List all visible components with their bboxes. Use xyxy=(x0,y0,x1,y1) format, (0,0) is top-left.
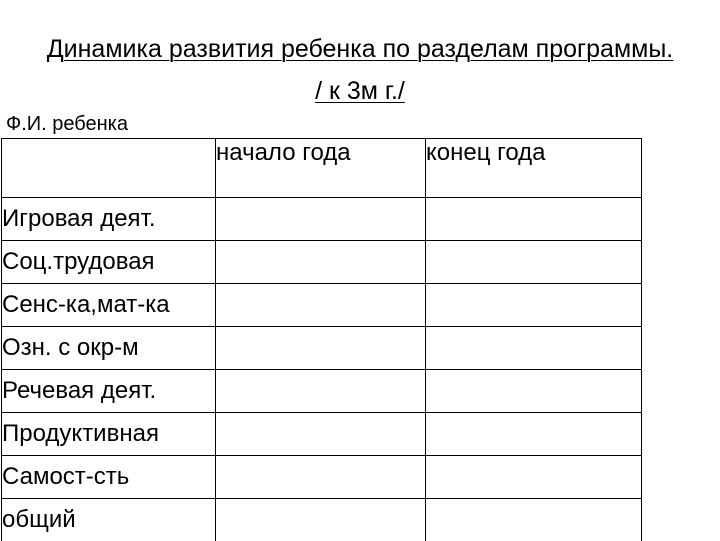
start-of-year-cell[interactable] xyxy=(216,198,426,241)
start-of-year-cell[interactable] xyxy=(216,499,426,541)
end-of-year-cell[interactable] xyxy=(426,284,642,327)
section-label-cell: Сенс-ка,мат-ка xyxy=(2,284,216,327)
section-label-cell: Продуктивная xyxy=(2,413,216,456)
header-cell-start-of-year: начало года xyxy=(216,139,426,198)
table-header-row xyxy=(2,139,642,198)
child-name-label: Ф.И. ребенка xyxy=(6,112,128,136)
table-row xyxy=(2,327,642,370)
page-subtitle-age: / к 3м г./ xyxy=(0,76,720,106)
section-label-cell: Соц.трудовая xyxy=(2,241,216,284)
start-of-year-cell[interactable] xyxy=(216,456,426,499)
section-label-cell: Речевая деят. xyxy=(2,370,216,413)
section-label-cell: общий xyxy=(2,499,216,541)
end-of-year-cell[interactable] xyxy=(426,327,642,370)
start-of-year-cell[interactable] xyxy=(216,370,426,413)
start-of-year-cell[interactable] xyxy=(216,327,426,370)
header-cell-empty xyxy=(2,139,216,198)
table-row xyxy=(2,456,642,499)
end-of-year-cell[interactable] xyxy=(426,241,642,284)
start-of-year-cell[interactable] xyxy=(216,413,426,456)
end-of-year-cell[interactable] xyxy=(426,413,642,456)
end-of-year-cell[interactable] xyxy=(426,456,642,499)
table-row xyxy=(2,241,642,284)
table-row xyxy=(2,284,642,327)
section-label-cell: Озн. с окр-м xyxy=(2,327,216,370)
header-cell-end-of-year: конец года xyxy=(426,139,642,198)
table-row xyxy=(2,499,642,541)
end-of-year-cell[interactable] xyxy=(426,370,642,413)
table-row xyxy=(2,370,642,413)
end-of-year-cell[interactable] xyxy=(426,499,642,541)
progress-table xyxy=(1,138,642,541)
section-label-cell: Игровая деят. xyxy=(2,198,216,241)
section-label-cell: Самост-сть xyxy=(2,456,216,499)
page-title: Динамика развития ребенка по разделам программы. xyxy=(0,34,720,64)
table-row xyxy=(2,413,642,456)
start-of-year-cell[interactable] xyxy=(216,241,426,284)
start-of-year-cell[interactable] xyxy=(216,284,426,327)
table-row xyxy=(2,198,642,241)
end-of-year-cell[interactable] xyxy=(426,198,642,241)
